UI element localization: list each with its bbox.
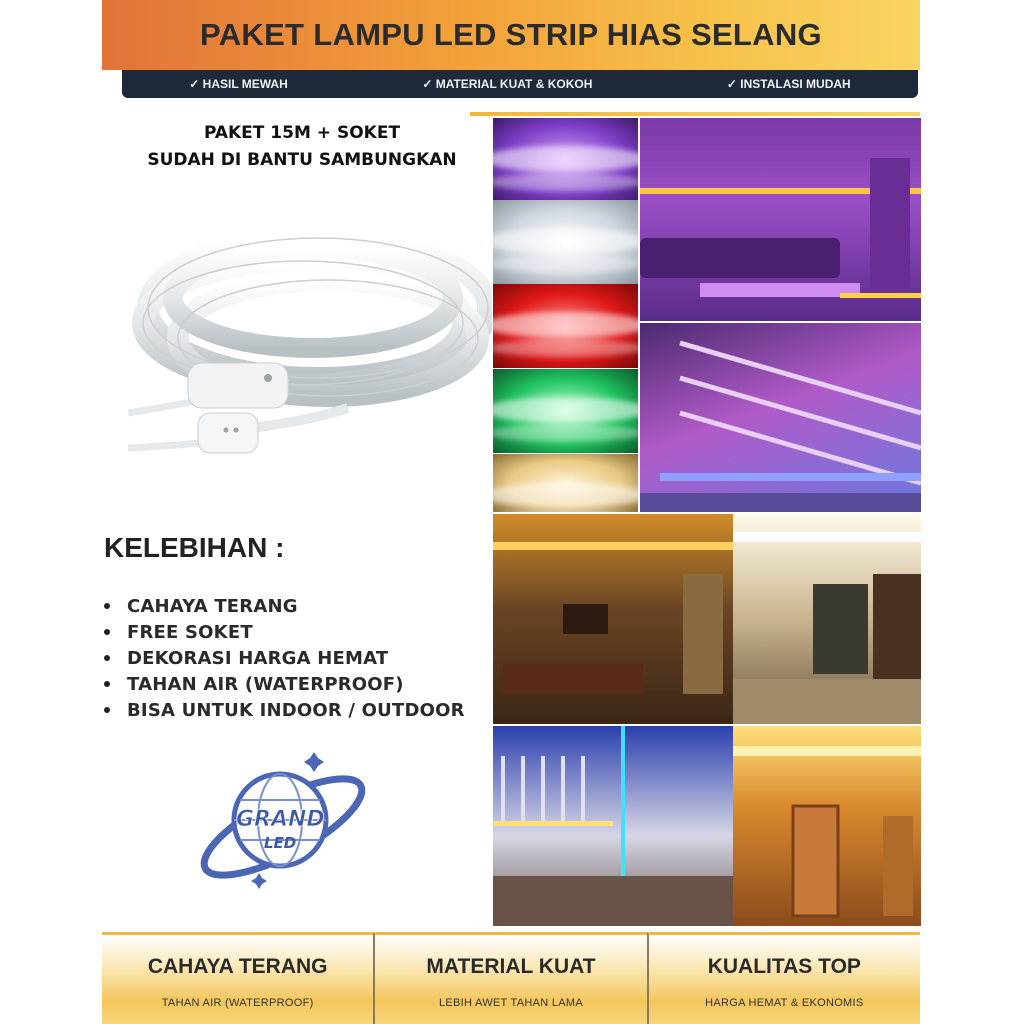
feature-item: ✓ INSTALASI MUDAH — [726, 77, 851, 91]
logo-word: LED — [264, 834, 297, 852]
benefits-list — [104, 596, 465, 726]
list-item: DEKORASI HARGA HEMAT — [104, 648, 465, 674]
benefits-heading: KELEBIHAN : — [104, 532, 285, 563]
highlight-subtitle: TAHAN AIR (WATERPROOF) — [161, 997, 314, 1009]
list-item: BISA UNTUK INDOOR / OUTDOOR — [104, 700, 465, 726]
color-swatch-red — [493, 284, 638, 368]
bottom-highlights — [102, 932, 920, 1024]
logo-word: GRAND — [236, 807, 325, 832]
highlight-title: MATERIAL KUAT — [426, 955, 596, 978]
highlight-box — [102, 932, 373, 1024]
divider — [470, 112, 920, 116]
highlight-box — [647, 932, 920, 1024]
highlight-subtitle: HARGA HEMAT & EKONOMIS — [705, 997, 864, 1009]
color-swatch-warm-white — [493, 454, 638, 512]
page-title: PAKET LAMPU LED STRIP HIAS SELANG — [200, 17, 822, 52]
highlight-title: CAHAYA TERANG — [147, 955, 328, 978]
color-swatch-green — [493, 369, 638, 453]
highlight-subtitle: LEBIH AWET TAHAN LAMA — [438, 997, 584, 1009]
list-item: TAHAN AIR (WATERPROOF) — [104, 674, 465, 700]
package-line: PAKET 15M + SOKET — [203, 123, 401, 143]
color-swatch-white — [493, 200, 638, 284]
highlight-box — [373, 932, 646, 1024]
room-photo-purple-staircase — [640, 323, 921, 512]
room-photo-blue-staircase — [493, 726, 733, 926]
room-photo-warm-living-room — [493, 514, 733, 724]
list-item: CAHAYA TERANG — [104, 596, 465, 622]
feature-item: ✓ HASIL MEWAH — [189, 77, 288, 91]
grand-led-logo — [198, 752, 378, 897]
list-item: FREE SOKET — [104, 622, 465, 648]
feature-item: ✓ MATERIAL KUAT & KOKOH — [422, 77, 593, 91]
header-banner — [102, 0, 920, 70]
feature-bar — [122, 70, 918, 98]
room-photo-purple-lounge — [640, 118, 921, 321]
led-strip-coil-image — [128, 218, 492, 473]
package-line: SUDAH DI BANTU SAMBUNGKAN — [147, 150, 457, 170]
room-photo-white-hallway — [733, 514, 921, 724]
room-photo-orange-corridor — [733, 726, 921, 926]
highlight-title: KUALITAS TOP — [707, 955, 861, 978]
package-info — [112, 120, 492, 174]
color-swatch-purple — [493, 118, 638, 202]
